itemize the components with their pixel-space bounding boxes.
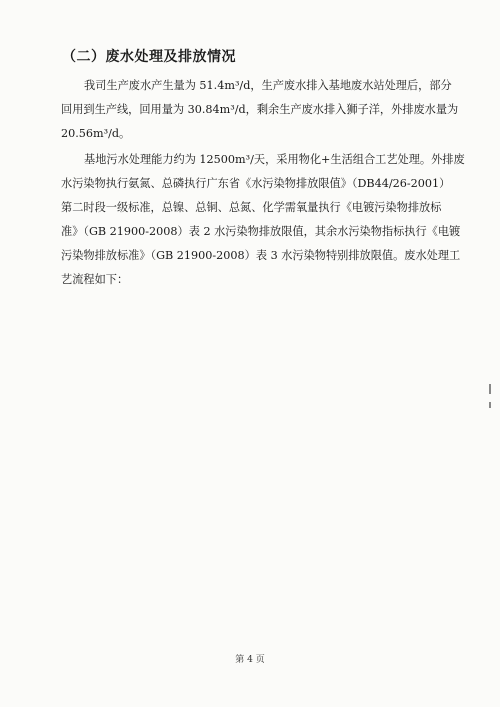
paragraph-line: 污染物排放标准》（GB 21900-2008）表 3 水污染物特别排放限值。废水处理工 (61, 249, 461, 262)
paragraph-line: 准》（GB 21900-2008）表 2 水污染物排放限值，其余水污染物指标执行《电镀 (61, 225, 461, 238)
paragraph-line: 第二时段一级标准，总镍、总铜、总氮、化学需氧量执行《电镀污染物排放标 (61, 201, 442, 214)
paragraph-treatment-standards (61, 148, 465, 292)
scan-edge-mark (489, 384, 491, 394)
paragraph-line: 回用到生产线，回用量为 30.84m³/d，剩余生产废水排入狮子洋，外排废水量为 (61, 103, 459, 116)
paragraph-line: 20.56m³/d。 (61, 127, 131, 140)
paragraph-line: 我司生产废水产生量为 51.4m³/d，生产废水排入基地废水站处理后，部分 (84, 79, 452, 92)
scan-edge-mark (489, 402, 491, 408)
paragraph-line: 艺流程如下： (61, 273, 129, 286)
section-heading: （二）废水处理及排放情况 (62, 49, 236, 65)
page-number: 第 4 页 (235, 655, 265, 665)
paragraph-line: 基地污水处理能力约为 12500m³/天，采用物化+生活组合工艺处理。外排废 (84, 153, 465, 166)
paragraph-wastewater-volume (61, 74, 459, 146)
paragraph-line: 水污染物执行氨氮、总磷执行广东省《水污染物排放限值》（DB44/26-2001） (61, 177, 451, 190)
